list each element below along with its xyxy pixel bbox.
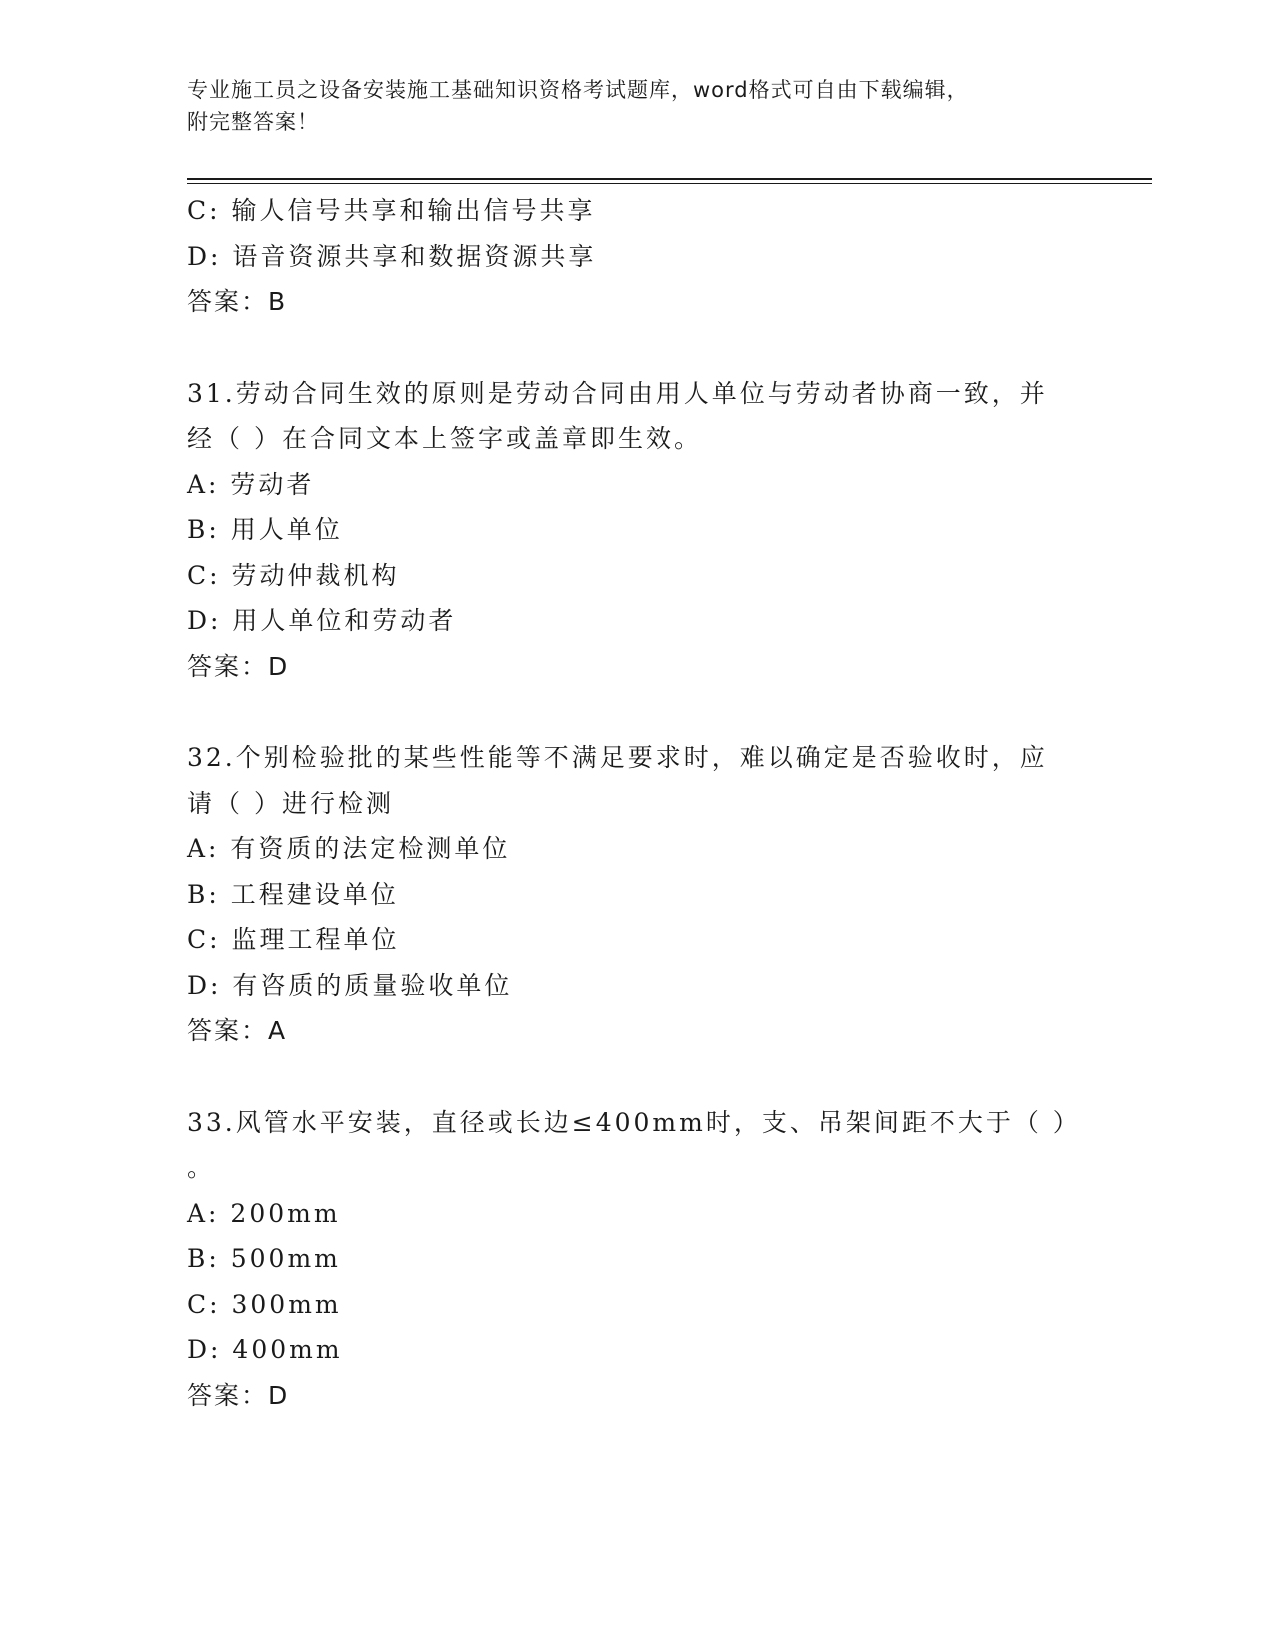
stem-line: 32.个别检验批的某些性能等不满足要求时，难以确定是否验收时，应: [187, 743, 1048, 772]
spacer: [187, 689, 1087, 735]
option-b: B: 工程建设单位: [187, 879, 399, 909]
option-d: D: 用人单位和劳动者: [187, 606, 457, 635]
question-list: [187, 188, 1087, 1418]
option-a: A: 有资质的法定检测单位: [187, 834, 511, 863]
question-33: [187, 1100, 1087, 1419]
question-stem: [187, 735, 1087, 826]
header-line-2: 附完整答案！: [187, 110, 319, 134]
answer-line: 答案：D: [187, 651, 290, 681]
document-header: [187, 74, 1087, 138]
spacer: [187, 1054, 1087, 1100]
carryover-question: [187, 188, 1087, 325]
header-line-1: 专业施工员之设备安装施工基础知识资格考试题库，word格式可自由下载编辑，: [187, 78, 969, 102]
header-divider-thick: [187, 178, 1152, 180]
spacer: [187, 325, 1087, 371]
option-d: D: 语音资源共享和数据资源共享: [187, 241, 597, 271]
answer-line: 答案：D: [187, 1380, 290, 1410]
question-stem: [187, 371, 1087, 462]
stem-line: 请（ ）进行检测: [187, 788, 394, 818]
answer-line: 答案：B: [187, 287, 288, 316]
option-a: A: 200mm: [187, 1198, 341, 1228]
stem-line: 31.劳动合同生效的原则是劳动合同由用人单位与劳动者协商一致，并: [187, 378, 1048, 408]
stem-line: 33.风管水平安装，直径或长边≤400mm时，支、吊架间距不大于（ ）: [187, 1107, 1081, 1137]
option-a: A: 劳动者: [187, 469, 315, 499]
option-b: B: 500mm: [187, 1244, 341, 1273]
option-d: D: 有咨质的质量验收单位: [187, 970, 513, 1000]
header-divider-thin: [187, 183, 1152, 184]
stem-line: 经（ ）在合同文本上签字或盖章即生效。: [187, 424, 702, 453]
option-c: C: 监理工程单位: [187, 925, 400, 954]
question-32: [187, 735, 1087, 1054]
stem-line: 。: [187, 1153, 216, 1182]
option-d: D: 400mm: [187, 1335, 343, 1364]
question-31: [187, 371, 1087, 690]
option-c: C: 输人信号共享和输出信号共享: [187, 196, 596, 225]
question-stem: [187, 1100, 1087, 1191]
option-b: B: 用人单位: [187, 515, 343, 544]
answer-line: 答案：A: [187, 1016, 288, 1045]
option-c: C: 劳动仲裁机构: [187, 560, 400, 590]
option-c: C: 300mm: [187, 1289, 342, 1319]
